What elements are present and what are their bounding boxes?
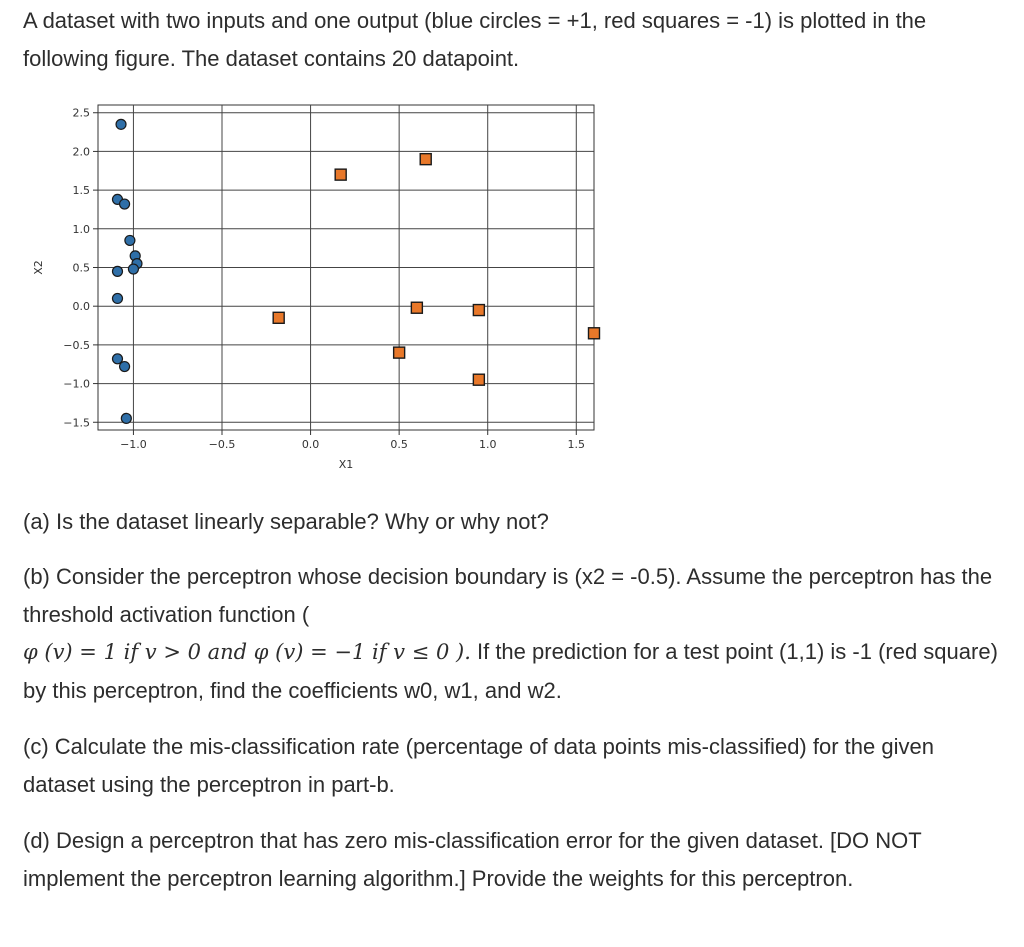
blue-circle-point [112, 293, 122, 303]
y-tick-label: 0.0 [72, 300, 90, 314]
y-tick-label: −1.0 [63, 377, 90, 391]
blue-circle-point [116, 119, 126, 129]
x-tick-label: 1.0 [478, 438, 497, 451]
question-c: (c) Calculate the mis-classification rate (percentage of data points mis-classified) for the given dataset using the perceptron in part-b. [23, 734, 934, 797]
y-tick-label: −1.5 [63, 416, 90, 430]
y-tick-label: 2.5 [72, 106, 90, 120]
question-b-text2: If the prediction for a test point (1,1) is -1 (red square) by this perceptron, find the coefficients w0, w1, and w2. [23, 639, 998, 703]
question-b [23, 558, 1008, 709]
x-tick-label: 0.5 [390, 438, 408, 451]
scatter-plot-svg [20, 95, 610, 485]
x-axis-label: X1 [338, 458, 354, 471]
scatter-chart [20, 95, 610, 485]
x-tick-label: 0.0 [301, 438, 320, 451]
blue-circle-point [112, 266, 122, 276]
question-d: (d) Design a perceptron that has zero mis-classification error for the given dataset. [DO NOT implement the perceptron learning algorithm.] Provide the weights for this perceptron. [23, 828, 922, 891]
red-square-point [411, 302, 422, 313]
x-tick-label: −0.5 [208, 438, 236, 451]
red-square-point [589, 328, 600, 339]
x-tick-label: −1.0 [120, 438, 147, 451]
blue-circle-point [120, 199, 130, 209]
red-square-point [273, 312, 284, 323]
red-square-point [473, 305, 484, 316]
blue-circle-point [128, 264, 138, 274]
x-tick-label: 1.5 [567, 438, 586, 451]
y-tick-label: 0.5 [72, 261, 90, 275]
red-square-point [473, 374, 484, 385]
activation-formula: φ (v) = 1 if v > 0 and φ (v) = −1 if v ≤ 0 ). [23, 640, 471, 664]
red-square-point [335, 169, 346, 180]
y-tick-label: −0.5 [63, 338, 90, 352]
blue-circle-point [125, 235, 135, 245]
intro-text: A dataset with two inputs and one output (blue circles = +1, red squares = -1) is plotted in the following figure. The dataset contains 20 datapoint. [23, 8, 927, 71]
y-tick-label: 1.5 [72, 184, 90, 198]
question-a: (a) Is the dataset linearly separable? Why or why not? [23, 509, 549, 534]
red-square-point [394, 347, 405, 358]
blue-circle-point [120, 362, 130, 372]
y-tick-label: 1.0 [72, 222, 90, 236]
question-b-text1: (b) Consider the perceptron whose decision boundary is (x2 = -0.5). Assume the perceptron has the threshold activation function ( [23, 564, 993, 627]
blue-circle-point [121, 413, 131, 423]
red-square-point [420, 154, 431, 165]
y-tick-label: 2.0 [72, 145, 90, 159]
y-axis-label: X2 [32, 260, 45, 275]
